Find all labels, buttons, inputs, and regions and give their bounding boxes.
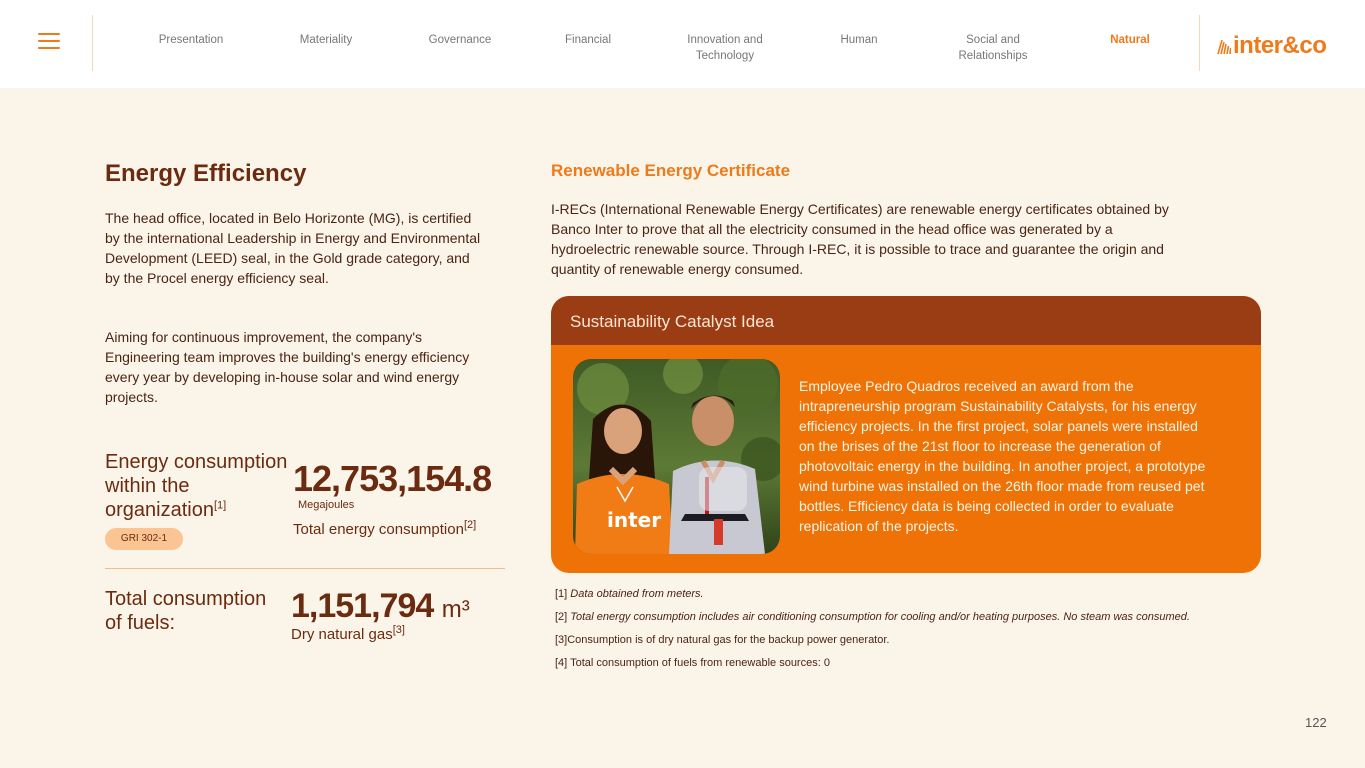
footnote-ref-1[interactable]: [1] [213,499,227,512]
gri-badge: GRI 302-1 [105,528,183,550]
footnote-1: [1] Data obtained from meters. [555,588,704,600]
footnote-3: [3]Consumption is of dry natural gas for the backup power generator. [555,634,890,646]
section-nav [120,24,1180,68]
nav-item-social-relationships[interactable]: Social and Relationships [958,34,1028,62]
fuel-consumption-label: Total consumption of fuels: [105,588,267,634]
energy-consumption-description: Total energy consumption[2] [293,519,477,538]
employees-photo [573,359,780,554]
energy-consumption-unit: Megajoules [298,499,355,511]
logo-text: inter&co [1233,32,1327,59]
card-header [551,296,1261,345]
sustainability-catalyst-card [551,296,1261,573]
energy-consumption-value: 12,753,154.8 [293,458,492,499]
inter-logo-mark-icon [1217,37,1231,55]
nav-item-governance[interactable]: Governance [428,34,492,46]
fuel-consumption-value: 1,151,794 m³ [291,587,470,625]
page-number: 122 [1305,715,1327,730]
nav-item-presentation[interactable]: Presentation [158,34,224,46]
footnote-4: [4] Total consumption of fuels from renewable sources: 0 [555,657,830,669]
nav-item-financial[interactable]: Financial [564,34,612,46]
fuel-consumption-description: Dry natural gas[3] [291,624,405,643]
card-text: Employee Pedro Quadros received an award from the intrapreneurship program Sustainability Catalysts, for his energy efficiency projects. In the first project, solar panels were installed on the brises of the 21st floor to increase the generation of photovoltaic energy in the building. In another project, a prototype wind turbine was installed on the 26th floor made from reused pet bottles. Efficiency data is being collected in order to evaluate replication of the projects. [799,378,1206,534]
shirt-logo-text: inter [607,508,662,532]
footnotes [555,587,1315,679]
energy-consumption-label: Energy consumption within the organization[1] [105,451,288,521]
fuel-consumption-unit: m³ [441,596,470,623]
nav-item-materiality[interactable]: Materiality [299,34,353,46]
hamburger-menu-icon[interactable] [38,32,60,50]
footnote-ref-3[interactable]: [3] [392,624,405,636]
energy-efficiency-paragraph-1: The head office, located in Belo Horizonte (MG), is certified by the international Leadership in Energy and Environmental Development (LEED) seal, in the Gold grade category, and by the Procel energy efficiency seal. [105,210,481,286]
nav-item-human[interactable]: Human [840,34,878,46]
header-divider-left [92,15,93,71]
card-title: Sustainability Catalyst Idea [570,312,775,331]
energy-efficiency-paragraph-2: Aiming for continuous improvement, the company's Engineering team improves the building's energy efficiency every year by developing in-house solar and wind energy projects. [105,329,470,405]
nav-item-natural[interactable]: Natural [1110,34,1150,46]
footnote-2: [2] Total energy consumption includes air conditioning consumption for cooling and/or heating purposes. No steam was consumed. [555,611,1190,623]
header-divider-right [1199,15,1200,71]
stat-divider [105,568,505,569]
nav-item-innovation-technology[interactable]: Innovation and Technology [687,34,763,62]
renewable-certificate-paragraph: I-RECs (International Renewable Energy Certificates) are renewable energy certificates obtained by Banco Inter to prove that all the electricity consumed in the head office was generated by a hydroelectric renewable source. Through I-REC, it is possible to trace and guarantee the origin and quantity of renewable energy consumed. [551,201,1169,277]
renewable-certificate-title: Renewable Energy Certificate [551,161,791,180]
inter-co-logo[interactable] [1217,33,1326,59]
energy-efficiency-title: Energy Efficiency [105,160,307,187]
footnote-ref-2[interactable]: [2] [463,519,477,531]
top-header [0,0,1365,88]
